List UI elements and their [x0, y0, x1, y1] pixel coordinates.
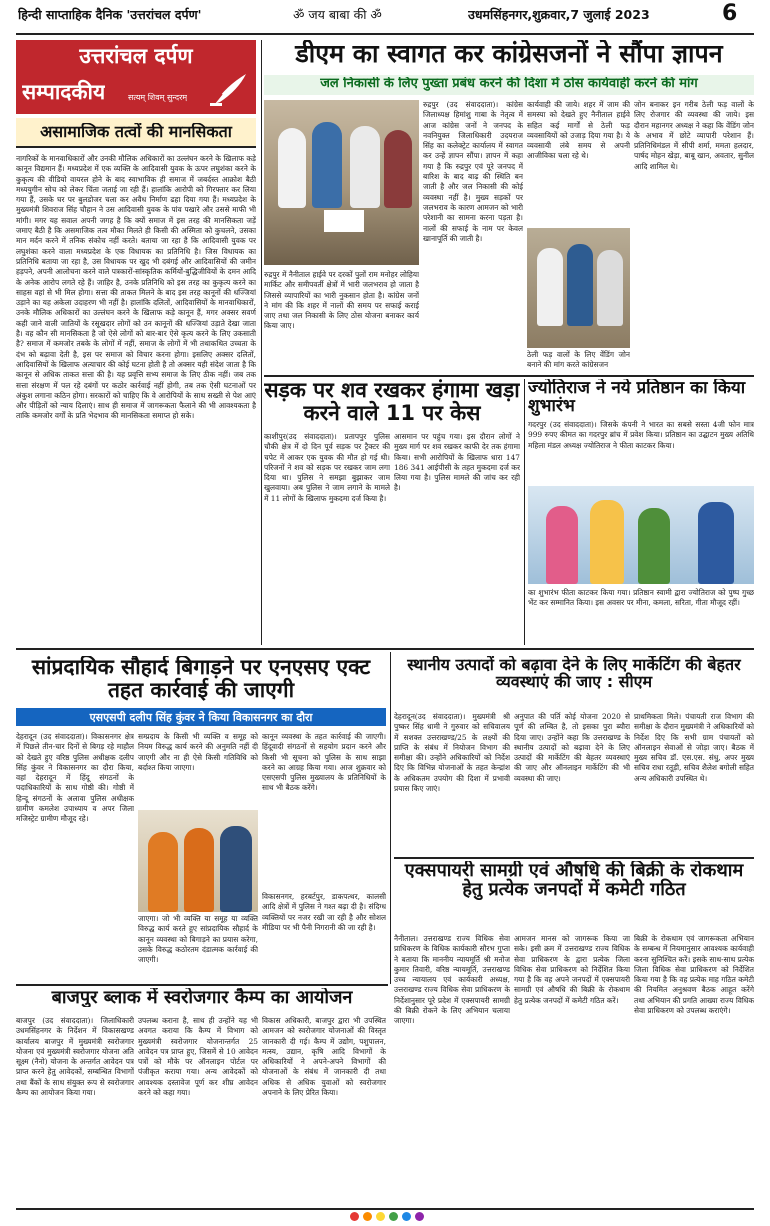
- editorial-section-label: सम्पादकीय: [22, 80, 106, 104]
- lead-body-col1: रुद्रपुर (उद संवाददाता)। कांग्रेस जिलाध्यक्ष हिमांशु गाबा के नेतृत्व में आज कांग्रेस जनों ने जनपद के नवनियुक्त जिलाधिकारी उदयराज सिंह का कलेक्ट्रेट कार्यालय में स्वागत कर उन्हें ज्ञापन सौंपा। ज्ञापन में कहा गया है कि रुद्रपुर एवं पूरे जनपद में बारिश के बाद बाढ़ की स्थिति बन जाती है और जल निकासी की कोई व्यवस्था नहीं है। मुख्य सड़कों पर जलभराव के कारण आमजन को भारी परेशानी का सामना करना पड़ता है। नालों की सफाई के नाम पर केवल खानापूर्ति की जाती है।: [423, 100, 523, 243]
- lead-photo-person: [350, 126, 380, 208]
- lead-body-col2: रुद्रपुर में नैनीताल हाईवे पर दरकों पुलों राम मनोहर लोहिया मार्किट और समीपवर्ती क्षेत्रों में भारी जलभराव हो जाता है जिससे व्यापारियों का भारी नुकसान होता है। कांग्रेस जनों ने मांग की कि शहर में नालों की समय पर सफाई कराई जाए तथा जल निकासी के लिए ठोस योजना बनाकर कार्य किया जाए।: [264, 270, 419, 331]
- motto: ॐ जय बाबा की ॐ: [293, 7, 382, 22]
- lead-headline: डीएम का स्वागत कर कांग्रेसजनों ने सौंपा ज्ञापन: [295, 40, 723, 67]
- lead-body-col3: कार्यवाही की जाये। शहर में जाम की समस्या को देखते हुए नैनीताल हाईवे सहित कई मार्गों से ठेली फड़ व्यवसायियों को उजाड़ दिया गया है। ये व्यवसायी लंबे समय से अपनी आजीविका चला रहे थे।: [527, 100, 630, 161]
- editorial-headline-box: [16, 118, 256, 148]
- lead-body-col4: जोन बनाकर इन गरीब ठेली फड़ वालों के लिए रोजगार की व्यवस्था की जाये। इस दौरान महानगर अध्यक्ष ने कहा कि वेंडिंग जोन के अभाव में छोटे व्यापारी परेशान हैं। प्रतिनिधिमंडल में सीपी शर्मा, ममता हलदार, पार्षद मोहन खेड़ा, बाबू खान, अवतार, सुनील आदि शामिल थे।: [634, 100, 754, 171]
- masthead: [0, 0, 770, 38]
- lead-photo-2-person: [537, 248, 563, 326]
- expiry-headline: एक्सपायरी सामग्री एवं औषधि की बिक्री के रोकथाम हेतु प्रत्येक जनपदों में कमेटी गठित: [404, 861, 744, 900]
- accident-body-col2: आसमान पर पहुंच गया। इस दौरान लोगों ने मुख्य मार्ग पर शव रखकर काफी देर तक हंगामा किया। सभी आरोपियों के खिलाफ धारा 147 186 341 आईपीसी के तहत मुकदमा दर्ज कर लिया गया है। पुलिस मामले की जांच कर रही है।: [394, 432, 520, 493]
- communal-banner-text: एसएसपी दलीप सिंह कुंवर ने किया विकासनगर का दौरा: [89, 711, 313, 724]
- bajpur-headline: बाजपुर ब्लाक में स्वरोजगार कैम्प का आयोजन: [51, 988, 353, 1008]
- expiry-body-col3: बिक्री के रोकथाम एवं जागरूकता अभियान के सम्बन्ध में नियमानुसार आवश्यक कार्यवाही करना सुनिश्चित करें। इसके साथ-साथ प्रत्येक जिला विधिक सेवा प्राधिकरण को निर्देशित किया गया है कि वह प्रत्येक माह गठित कमेटी की नियमित अनुश्रवण बैठक आहूत करेंगे तथा अभियान की प्रगति आख्या राज्य विधिक सेवा प्राधिकरण को उपलब्ध कराएंगे।: [634, 934, 754, 1016]
- color-dot: [376, 1212, 385, 1221]
- bajpur-body-col3: विकास अधिकारी, बाजपुर द्वारा भी उपस्थित आमजन को स्वरोजगार योजनाओं की विस्तृत जानकारी दी गई। कैम्प में उद्योग, पशुपालन, मत्स्य, उद्यान, कृषि आदि विभागों के अधिकारियों ने अपने-अपने विभागों की योजनाओं के संबंध में जानकारी दी तथा अधिक से अधिक युवाओं को स्वरोजगार अपनाने के लिए प्रेरित किया।: [262, 1016, 386, 1098]
- communal-body-col3b: विकासनगर, हरबर्टपुर, डाकपत्थर, कालसी आदि क्षेत्रों में पुलिस ने गश्त बढ़ा दी है। संदिग्ध व्यक्तियों पर नजर रखी जा रही है और सोशल मीडिया पर भी पैनी निगरानी की जा रही है।: [262, 892, 386, 932]
- lead-subheadline: जल निकासी के लिए पुख्ता प्रबंध करने की दिशा में ठोस कार्यवाही करने की मांग: [320, 77, 698, 91]
- jyotiraj-headline: ज्योतिराज ने नये प्रतिष्ठान का किया शुभारंभ: [528, 379, 746, 416]
- masthead-rule: [16, 33, 754, 35]
- jyotiraj-photo-caption: का शुभारंभ फीता काटकर किया गया। प्रतिष्ठान स्वामी द्वारा ज्योतिराज को पुष्प गुच्छ भेंट कर सम्मानित किया। इस अवसर पर मीना, कमला, सरिता, गीता मौजूद रहीं।: [528, 588, 754, 608]
- color-dot: [350, 1212, 359, 1221]
- communal-body-col2: सम्प्रदाय के किसी भी व्यक्ति व समूह को नियम विरुद्ध कार्य करने की अनुमति नहीं दी जाएगी और ना ही ऐसे किसी गतिविधि को बर्दाश्त किया जाएगा।: [138, 732, 258, 772]
- jyotiraj-photo-person: [698, 502, 734, 584]
- bajpur-body-col2: उपलब्ध कराना है, साथ ही उन्होंने यह भी अवगत कराया कि कैम्प में विभाग को मुख्यमंत्री स्वरोजगार योजनान्तर्गत 25 आवेदन पत्र प्राप्त हुए, जिसमें से 10 आवेदन पत्रों को मौके पर ऑनलाइन पोर्टल पर पंजीकृत कराया गया। अन्य आवेदकों को आवश्यक दस्तावेज पूर्ण कर शीघ्र आवेदन करने को कहा गया।: [138, 1016, 258, 1098]
- communal-banner: [16, 708, 386, 726]
- column-divider: [261, 40, 262, 645]
- footer-color-dots: [350, 1212, 430, 1222]
- lead-photo-caption: ठेली फड़ वालों के लिए वेंडिंग जोन बनाने की मांग करते कांग्रेसजन: [527, 350, 630, 370]
- lead-photo-paper: [324, 210, 364, 232]
- lead-photo-2-person: [597, 250, 623, 326]
- lead-photo-person: [312, 122, 342, 208]
- page-number: 6: [722, 1, 738, 26]
- lead-photo-person: [384, 130, 412, 208]
- lead-photo-2-person: [567, 244, 593, 326]
- jyotiraj-photo-person: [590, 500, 624, 584]
- column-divider: [390, 652, 391, 984]
- expiry-body-col1: नैनीताल। उत्तराखण्ड राज्य विधिक सेवा प्राधिकरण के विधिक कार्यकारी सौरभ गुप्ता ने बताया कि माननीय न्यायमूर्ति श्री मनोज कुमार तिवारी, वरिष्ठ न्यायमूर्ति, उत्तराखण्ड उच्च न्यायालय एवं कार्यकारी अध्यक्ष, उत्तराखण्ड राज्य विधिक सेवा प्राधिकरण के निर्देशानुसार पूरे प्रदेश में एक्सपायरी सामग्री की बिक्री रोकने के लिए अभियान चलाया जाएगा।: [394, 934, 510, 1026]
- color-dot: [415, 1212, 424, 1221]
- accident-body-col1: काशीपुर(उद संवाददाता)। प्रतापपुर पुलिस चौकी क्षेत्र में दो दिन पूर्व सड़क पर ट्रैक्टर की चपेट में आकर एक युवक की मौत हो गई थी। परिजनों ने शव को सड़क पर रखकर जाम लगा दिया था। पुलिस ने समझा बुझाकर जाम खुलवाया। अब पुलिस ने जाम लगाने के मामले में 11 लोगों के खिलाफ मुकदमा दर्ज किया है।: [264, 432, 390, 503]
- quill-icon: [208, 70, 250, 108]
- lead-photo-person: [278, 128, 306, 208]
- local-products-body-col3: प्राथमिकता मिले। पंचायती राज विभाग की समीक्षा के दौरान मुख्यमंत्री ने अधिकारियों को निर्देश दिए कि सभी ग्राम पंचायतों को ऑनलाइन सेवाओं से जोड़ा जाए। बैठक में मुख्य सचिव डॉ. एस.एस. संधु, अपर मुख्य सचिव राधा रतूड़ी, सचिव शैलेश बगोली सहित अन्य अधिकारी उपस्थित थे।: [634, 712, 754, 783]
- communal-photo: [138, 810, 258, 912]
- local-products-body-col1: देहरादून(उद संवाददाता)। मुख्यमंत्री श्री पुष्कर सिंह धामी ने गुरुवार को सचिवालय में सशक्त उत्तराखण्ड/25 के लक्ष्यों की प्राप्ति के संबंध में नियोजन विभाग की समीक्षा की। उन्होंने अधिकारियों को निर्देश दिए कि विभिन्न योजनाओं के तहत केन्द्रांश के अधिकतम उपयोग की दिशा में प्रभावी प्रयास किए जाएं।: [394, 712, 510, 794]
- section-rule: [16, 984, 388, 986]
- communal-headline: सांप्रदायिक सौहार्द बिगाड़ने पर एनएसए एक्ट तहत कार्रवाई की जाएगी: [31, 656, 371, 702]
- lead-bottom-rule: [264, 375, 754, 377]
- editorial-headline: असामाजिक तत्वों की मानसिकता: [40, 123, 232, 141]
- communal-photo-person: [148, 832, 178, 912]
- lead-subheadline-box: [264, 75, 754, 95]
- lead-photo: [264, 100, 419, 265]
- communal-photo-person: [184, 828, 214, 912]
- section-rule: [16, 648, 754, 650]
- paper-name: हिन्दी साप्ताहिक दैनिक 'उत्तरांचल दर्पण': [18, 7, 202, 22]
- location-date: उधमसिंहनगर,शुक्रवार,7 जुलाई 2023: [468, 7, 650, 22]
- color-dot: [363, 1212, 372, 1221]
- communal-photo-caption: जाएगा। जो भी व्यक्ति या समूह या व्यक्ति विरुद्ध कार्य करते हुए सांप्रदायिक सौहार्द के कानून व्यवस्था को बिगाड़ने का प्रयास करेगा, उसके विरुद्ध कठोरतम दंडात्मक कार्रवाई की जाएगी।: [138, 914, 258, 965]
- jyotiraj-photo-person: [638, 508, 670, 584]
- editorial-logo: [16, 40, 256, 114]
- expiry-body-col2: आमजन मानस को जागरूक किया जा सके। इसी क्रम में उत्तराखण्ड राज्य विधिक सेवा प्राधिकरण के द्वारा प्रत्येक जिला विधिक सेवा प्राधिकरण को निर्देशित किया गया है कि वह अपने जनपदों में एक्सपायरी सामग्री एवं औषधि की बिक्री के रोकथाम हेतु प्रत्येक जनपदों में कमेटी गठित करें।: [514, 934, 630, 1005]
- accident-headline: सड़क पर शव रखकर हंगामा खड़ा करने वाले 11 पर केस: [264, 379, 520, 425]
- communal-body-col3: कानून व्यवस्था के तहत कार्रवाई की जाएगी। हिंदूवादी संगठनों से सहयोग प्रदान करने और किसी भी सूचना को पुलिस के साथ साझा करने का आग्रह किया गया। आज शुक्रवार को एसएसपी पुलिस मुख्यालय के प्रतिनिधियों के साथ भी बैठक करेंगे।: [262, 732, 386, 793]
- editorial-logo-title: उत्तरांचल दर्पण: [79, 44, 193, 68]
- lead-photo-2: [527, 228, 630, 348]
- column-divider: [524, 379, 525, 645]
- communal-photo-person: [220, 826, 252, 912]
- footer-rule: [16, 1208, 754, 1210]
- bajpur-body-col1: बाजपुर (उद संवाददाता)। जिलाधिकारी उधमसिंहनगर के निर्देशन में विकासखण्ड कार्यालय बाजपुर में मुख्यमंत्री स्वरोजगार योजना एवं मुख्यमंत्री स्वरोजगार योजना अति सूक्ष्म (नैनो) योजना के अन्तर्गत आवेदन पत्र प्राप्त करने हेतु आवेदकों, सम्बन्धित विभागों तथा बैंकों के साथ संयुक्त रूप से स्वरोजगार कैम्प का आयोजन किया गया।: [16, 1016, 134, 1098]
- communal-body-col1: देहरादून (उद संवाददाता)। विकासनगर क्षेत्र में पिछले तीन-चार दिनों से बिगड़ रहे माहौल को देखते हुए वरिष्ठ पुलिस अधीक्षक दलीप सिंह कुंवर ने विकासनगर का दौरा किया, वहां देहरादून में हिंदू संगठनों के पदाधिकारियों के साथ गोष्ठी की। गोष्ठी में हिन्दू संगठनों के अलावा पुलिस अधीक्षक ग्रामीण कमलेश उपाध्याय व अपर जिला मजिस्ट्रेट ग्रामीण मौजूद रहे।: [16, 732, 134, 824]
- editorial-tagline: सत्यम् शिवम् सुन्दरम्: [128, 93, 188, 102]
- section-rule: [394, 857, 754, 859]
- editorial-body: नागरिकों के मानवाधिकारों और उनकी मौलिक अधिकारों का उल्लंघन करने के खिलाफ कड़े कानून विद्यमान हैं। मध्यप्रदेश में एक व्यक्ति के आदिवासी युवक के ऊपर लघुशंका करने के कुकृत्य की वीडियो वायरल होने के बाद स्वाभाविक ही समाज में जबर्दस्त आक्रोश बैठी मध्ययुगीन सोच को लेकर चिंता जताई जा रही हैं। हालांकि आरोपी को गिरफ्तार कर लिया गया हैं, उसके घर पर बुलडोजर चला कर अवैध निर्माण ढहा दिया गया हैं। मध्यप्रदेश के मुख्यमंत्री शिवराज सिंह चौहान ने उस आदिवासी युवक के पांव पखारे और उससे माफी भी मांगी। मगर यह सवाल अपनी जगह है कि क्यों समाज में इस तरह की मानसिकता जड़ें जमाए बैठी है कि असमाजिक तत्व मौका मिलते ही किसी की अस्मिता को कुचलने, उसका मान मर्दन करने में तनिक संकोच नहीं करते। बताया जा रहा है कि आदिवासी युवक पर लघुशंका करने वाला मध्यप्रदेश के एक विधायक का प्रतिनिधि है। जिस विधायक का प्रतिनिधि बताया जा रहा है, उस विधायक पर खुद भी दबंगई और आदिवासियों की जमीन हड़पने, अपनी आलोचना करने वाले पत्रकारों-सांस्कृतिक कर्मियों-बुद्धिजीवियों के दमन आदि के अनेक आरोप लगते रहे हैं। जाहिर है, उनके प्रतिनिधि को इस तरह का कुकृत्य करने का साहस वहां से भी मिल होगा। सत्ता की ताकत मिलने के बाद इस तरह कानूनों की धज्जियां उड़ाने का यह अकेला उदाहरण भी नहीं है। हालांकि दलितों, आदिवासियों के मानवाधिकारों, उनके मौलिक अधिकारों का उल्लंघन करने के खिलाफ कड़े कानून हैं, मगर अक्सर सवर्ण कही जाने वाली जातियों के रसूखदार लोगों को उन कानूनों की धज्जियां उड़ाते देखा जाता है। वह कौन सी मानसिकता है जो ऐसे लोगों को बार-बार ऐसे कृत्य करने के लिए उकसाती है? समाज में कमजोर तबके के लोगों में नहीं, समाज के लोगों में भी तथाकथित उच्चता के दंभ को बढ़ावा देती है, इस पर समाज को विचार करना होगा। इसलिए अक्सर दलितों, आदिवासियों के खिलाफ अत्याचार की कोई घटना होती है तो अक्सर यही संदेश जाता है कि कानून से अधिक ताकत सत्ता की है। यह प्रवृत्ति सभ्य समाज के लिए ठीक नहीं। जब तक सत्ता संरक्षण में पल रहे दबंगों पर कठोर कार्रवाई नहीं होगी, तब तक ऐसी घटनाओं पर अंकुश लगाना कठिन होगा। सरकारों को चाहिए कि वे आरोपियों के साथ सख्ती से पेश आएं और पीड़ितों को न्याय दिलाएं। साथ ही समाज में जागरूकता फैलाने की भी आवश्यकता है ताकि कमजोर वर्गों के प्रति भेदभाव की मानसिकता समाप्त हो सके।: [16, 154, 256, 421]
- color-dot: [389, 1212, 398, 1221]
- jyotiraj-photo-person: [546, 506, 578, 584]
- jyotiraj-body: गदरपुर (उद संवाददाता)। जिसके कंपनी ने भारत का सबसे सस्ता 4जी फोन मात्र 999 रुपए कीमत का गदरपुर ब्रांच में प्रवेश किया। प्रतिष्ठान का उद्घाटन मुख्य अतिथि महिला मंडल अध्यक्ष ज्योतिराज ने फीता काटकर किया।: [528, 420, 754, 450]
- color-dot: [402, 1212, 411, 1221]
- local-products-headline: स्थानीय उत्पादों को बढ़ावा देने के लिए मार्केटिंग की बेहतर व्यवस्थाएं की जाए : सीएम: [407, 656, 741, 691]
- local-products-body-col2: अनुपात की पर्ति कोई योजना 2020 से पूर्ण की लम्बित है, तो इसका पुरा ब्यौरा दिया जाए। उन्होंने कहा कि उत्तराखण्ड के स्थानीय उत्पादों को बढ़ावा देने के लिए उत्पादों की मार्केटिंग की बेहतर व्यवस्थाएं की जाए और ऑनलाइन मार्केटिंग की भी व्यवस्था की जाए।: [514, 712, 630, 783]
- jyotiraj-photo: [528, 486, 754, 584]
